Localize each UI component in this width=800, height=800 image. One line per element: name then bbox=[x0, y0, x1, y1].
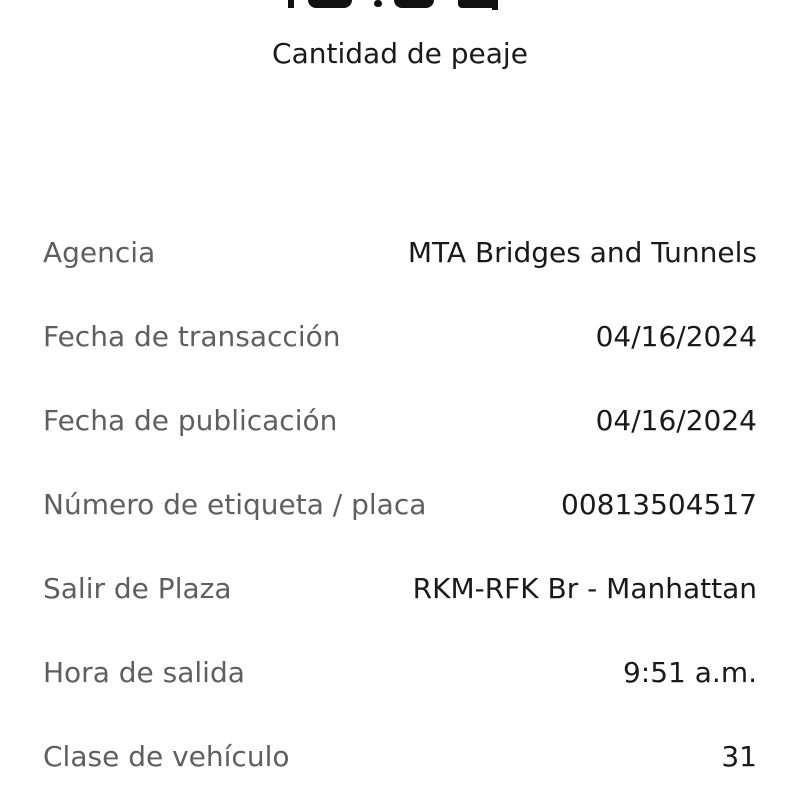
toll-amount-label: Cantidad de peaje bbox=[272, 37, 528, 70]
detail-row-tag-plate bbox=[43, 462, 757, 546]
agency-label: Agencia bbox=[43, 235, 156, 269]
toll-details-list bbox=[43, 210, 757, 798]
transaction-date-label: Fecha de transacción bbox=[43, 319, 341, 353]
detail-row-exit-time bbox=[43, 630, 757, 714]
exit-plaza-label: Salir de Plaza bbox=[43, 571, 232, 605]
detail-row-vehicle-class bbox=[43, 714, 757, 798]
detail-row-exit-plaza bbox=[43, 546, 757, 630]
toll-amount-value-cropped bbox=[0, 0, 800, 24]
vehicle-class-value: 31 bbox=[721, 739, 757, 773]
tag-plate-value: 00813504517 bbox=[561, 487, 757, 521]
agency-value: MTA Bridges and Tunnels bbox=[407, 235, 757, 269]
detail-row-agency bbox=[43, 210, 757, 294]
detail-row-transaction-date bbox=[43, 294, 757, 378]
exit-time-label: Hora de salida bbox=[43, 655, 245, 689]
tag-plate-label: Número de etiqueta / placa bbox=[43, 487, 427, 521]
exit-plaza-value: RKM-RFK Br - Manhattan bbox=[412, 571, 757, 605]
transaction-date-value: 04/16/2024 bbox=[595, 319, 757, 353]
posting-date-value: 04/16/2024 bbox=[595, 403, 757, 437]
detail-row-posting-date bbox=[43, 378, 757, 462]
toll-amount-glyph-fragments bbox=[282, 0, 522, 10]
vehicle-class-label: Clase de vehículo bbox=[43, 739, 290, 773]
posting-date-label: Fecha de publicación bbox=[43, 403, 338, 437]
exit-time-value: 9:51 a.m. bbox=[622, 655, 757, 689]
